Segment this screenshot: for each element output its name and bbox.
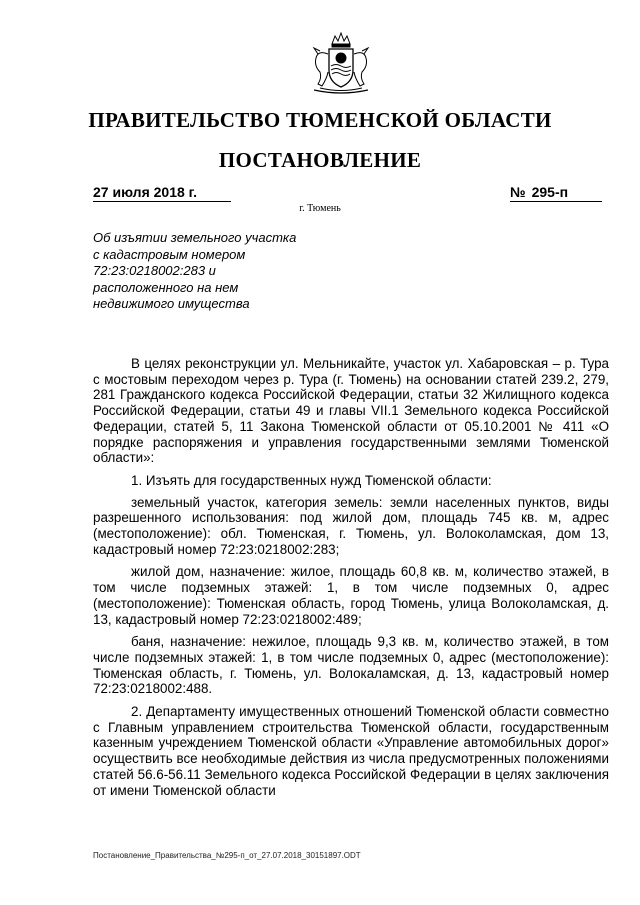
government-title: ПРАВИТЕЛЬСТВО ТЮМЕНСКОЙ ОБЛАСТИ — [88, 108, 552, 132]
subject-line: расположенного на нем — [93, 279, 239, 295]
subject-line: 72:23:0218002:283 и — [93, 263, 216, 278]
document-city: г. Тюмень — [299, 203, 341, 214]
clause-2-paragraph: 2. Департаменту имущественных отношений Тюменской области совместно с Главным управлением строительства Тюменской области, государственным казенным учреждением Тюменской области «Управление автомобильных дорог» осуществить все необходимые действия из числа предусмотренных положениями статей 56.6-56.11 Земельного кодекса Российской Федерации в целях заключения от имени Тюменской области — [93, 704, 609, 798]
document-date: 27 июля 2018 г. — [93, 184, 231, 202]
land-plot-paragraph: земельный участок, категория земель: земли населенных пунктов, виды разрешенного использования: под жилой дом, площадь 745 кв. м, адрес (местоположение): обл. Тюменская, г. Тюмень, ул. Волоколамская, дом 13, кадастровый номер 72:23:0218002:283; — [93, 494, 609, 557]
clause-1-paragraph: 1. Изъять для государственных нужд Тюменской области: — [131, 472, 492, 488]
subject-line: с кадастровым номером — [93, 246, 246, 262]
bathhouse-paragraph: баня, назначение: нежилое, площадь 9,3 кв. м, количество этажей, в том числе подземных этажей: 1, в том числе подземных 0, адрес (местоположение): Тюменская область, г. Тюмень, ул. Волокаламская, д. 13, кадастровый номер 72:23:0218002:488. — [93, 634, 609, 697]
document-number — [510, 184, 602, 202]
number-label: № — [510, 184, 526, 200]
file-footer: Постановление_Правительства_№295-п_от_27.07.2018_30151897.ODT — [93, 851, 361, 860]
subject-line: Об изъятии земельного участка — [93, 230, 297, 245]
document-body — [93, 356, 609, 805]
preamble-paragraph: В целях реконструкции ул. Мельникайте, участок ул. Хабаровская – р. Тура с мостовым переходом через р. Тура (г. Тюмень) на основании статей 239.2, 279, 281 Гражданского кодекса Российской Федерации, статьи 32 Жилищного кодекса Российской Федерации, статьи 49 и главы VII.1 Земельного кодекса Российской Федерации, статей 5, 11 Закона Тюменской области от 05.10.2001 № 411 «О порядке распоряжения и управления государственными землями Тюменской области»: — [93, 356, 609, 466]
document-subject — [93, 230, 323, 313]
subject-line: недвижимого имущества — [93, 296, 250, 311]
document-type: ПОСТАНОВЛЕНИЕ — [218, 148, 422, 172]
number-value: 295-п — [531, 184, 569, 200]
coat-of-arms-icon — [300, 30, 382, 100]
house-paragraph: жилой дом, назначение: жилое, площадь 60,8 кв. м, количество этажей, в том числе подземных этажей: 1, в том числе подземных 0, адрес (местоположение): Тюменская область, город Тюмень, улица Волоколамская, д. 13, кадастровый номер 72:23:0218002:489; — [93, 564, 609, 627]
